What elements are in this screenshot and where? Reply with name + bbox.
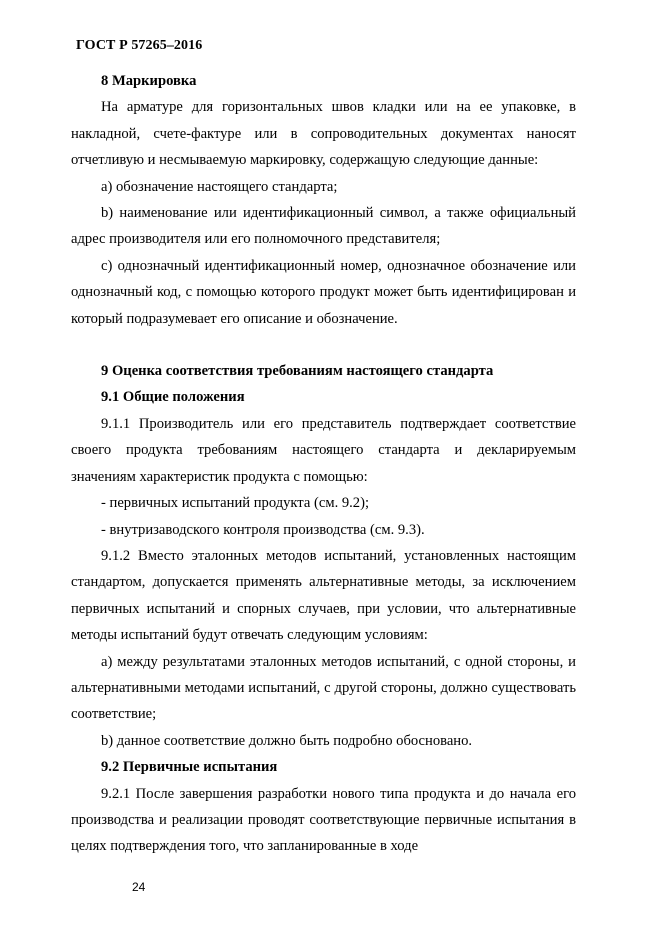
clause-9-1-2-condition-b: b) данное соответствие должно быть подробно обосновано. <box>101 732 473 749</box>
subsection-9-2-heading: 9.2 Первичные испытания <box>101 759 278 776</box>
page-number: 24 <box>132 880 146 894</box>
clause-9-1-2: 9.1.2 Вместо эталонных методов испытаний, установленных настоящим стандартом, допускается применять альтернативные методы, за исключением первичных испытаний и спорных случаев, при условии, что альтернативные методы испытаний будут отвечать следующим условиям: <box>71 547 576 644</box>
section-9-heading: 9 Оценка соответствия требованиям настоящего стандарта <box>101 363 494 380</box>
section-spacer <box>71 332 576 358</box>
section-8-item-c: c) однозначный идентификационный номер, однозначное обозначение или однозначный код, с помощью которого продукт может быть идентифицирован и который подразумевает его описание и обозначение. <box>71 257 576 327</box>
standard-code-header: ГОСТ Р 57265–2016 <box>76 38 203 53</box>
clause-9-1-1-dash-2: - внутризаводского контроля производства (см. 9.3). <box>101 521 425 538</box>
section-8-item-a: а) обозначение настоящего стандарта; <box>101 178 338 195</box>
subsection-9-1-heading: 9.1 Общие положения <box>101 389 245 406</box>
document-body <box>71 68 576 860</box>
clause-9-1-2-condition-a: а) между результатами эталонных методов испытаний, с одной стороны, и альтернативными методами испытаний, с другой стороны, должно существовать соответствие; <box>71 653 576 723</box>
clause-9-2-1: 9.2.1 После завершения разработки нового типа продукта и до начала его производства и реализации проводят соответствующие первичные испытания в целях подтверждения того, что запланированные в ходе <box>71 785 576 855</box>
section-8-heading: 8 Маркировка <box>101 73 197 89</box>
section-8-intro: На арматуре для горизонтальных швов кладки или на ее упаковке, в накладной, счете-фактуре или в сопроводительных документах наносят отчетливую и несмываемую маркировку, содержащую следующие данные: <box>71 99 576 169</box>
clause-9-1-1: 9.1.1 Производитель или его представитель подтверждает соответствие своего продукта требованиям настоящего стандарта и декларируемым значениям характеристик продукта с помощью: <box>71 415 576 485</box>
section-8-item-b: b) наименование или идентификационный символ, а также официальный адрес производителя или его полномочного представителя; <box>71 205 576 248</box>
clause-9-1-1-dash-1: - первичных испытаний продукта (см. 9.2); <box>101 495 370 512</box>
